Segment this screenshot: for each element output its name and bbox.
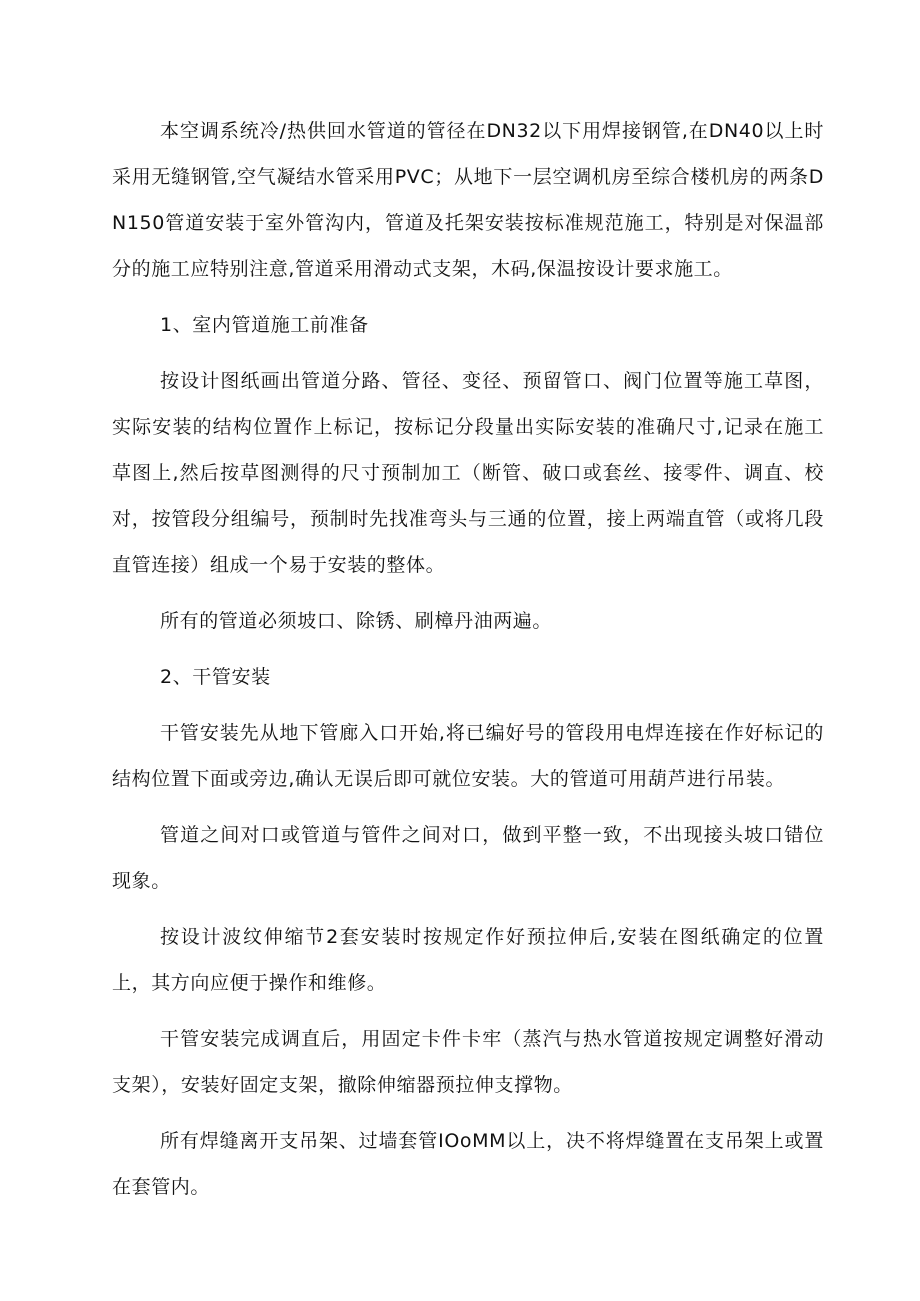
section-heading-main-pipe: 2、干管安装 bbox=[160, 666, 271, 688]
paragraph-system-overview: 本空调系统冷/热供回水管道的管径在DN32以下用焊接钢管,在DN40以上时采用无缝钢管,空气凝结水管采用PVC；从地下一层空调机房至综合楼机房的两条DN150管道安装于室外管沟内，管道及托架安装按标准规范施工，特别是对保温部分的施工应特别注意,管道采用滑动式支架，木码,保温按设计要求施工。 bbox=[112, 120, 824, 280]
paragraph-weld-clearance: 所有焊缝离开支吊架、过墙套管IOoMM以上，决不将焊缝置在支吊架上或置在套管内。 bbox=[112, 1130, 824, 1198]
paragraph-fixing-supports: 干管安装完成调直后，用固定卡件卡牢（蒸汽与热水管道按规定调整好滑动支架），安装好固定支架，撤除伸缩器预拉伸支撑物。 bbox=[112, 1028, 824, 1096]
paragraph-pipe-treatment: 所有的管道必须坡口、除锈、刷樟丹油两遍。 bbox=[160, 610, 553, 632]
paragraph-main-pipe-install: 干管安装先从地下管廊入口开始,将已编好号的管段用电焊连接在作好标记的结构位置下面或旁边,确认无误后即可就位安装。大的管道可用葫芦进行吊装。 bbox=[112, 722, 824, 790]
document-body bbox=[112, 108, 824, 1220]
paragraph-joint-alignment: 管道之间对口或管道与管件之间对口，做到平整一致，不出现接头坡口错位现象。 bbox=[112, 824, 824, 892]
section-heading-indoor-prep: 1、室内管道施工前准备 bbox=[160, 314, 369, 336]
paragraph-expansion-joint: 按设计波纹伸缩节2套安装时按规定作好预拉伸后,安装在图纸确定的位置上，其方向应便于操作和维修。 bbox=[112, 926, 824, 994]
paragraph-indoor-prep: 按设计图纸画出管道分路、管径、变径、预留管口、阀门位置等施工草图，实际安装的结构位置作上标记，按标记分段量出实际安装的准确尺寸,记录在施工草图上,然后按草图测得的尺寸预制加工（断管、破口或套丝、接零件、调直、校对，按管段分组编号，预制时先找准弯头与三通的位置，接上两端直管（或将几段直管连接）组成一个易于安装的整体。 bbox=[112, 370, 824, 576]
